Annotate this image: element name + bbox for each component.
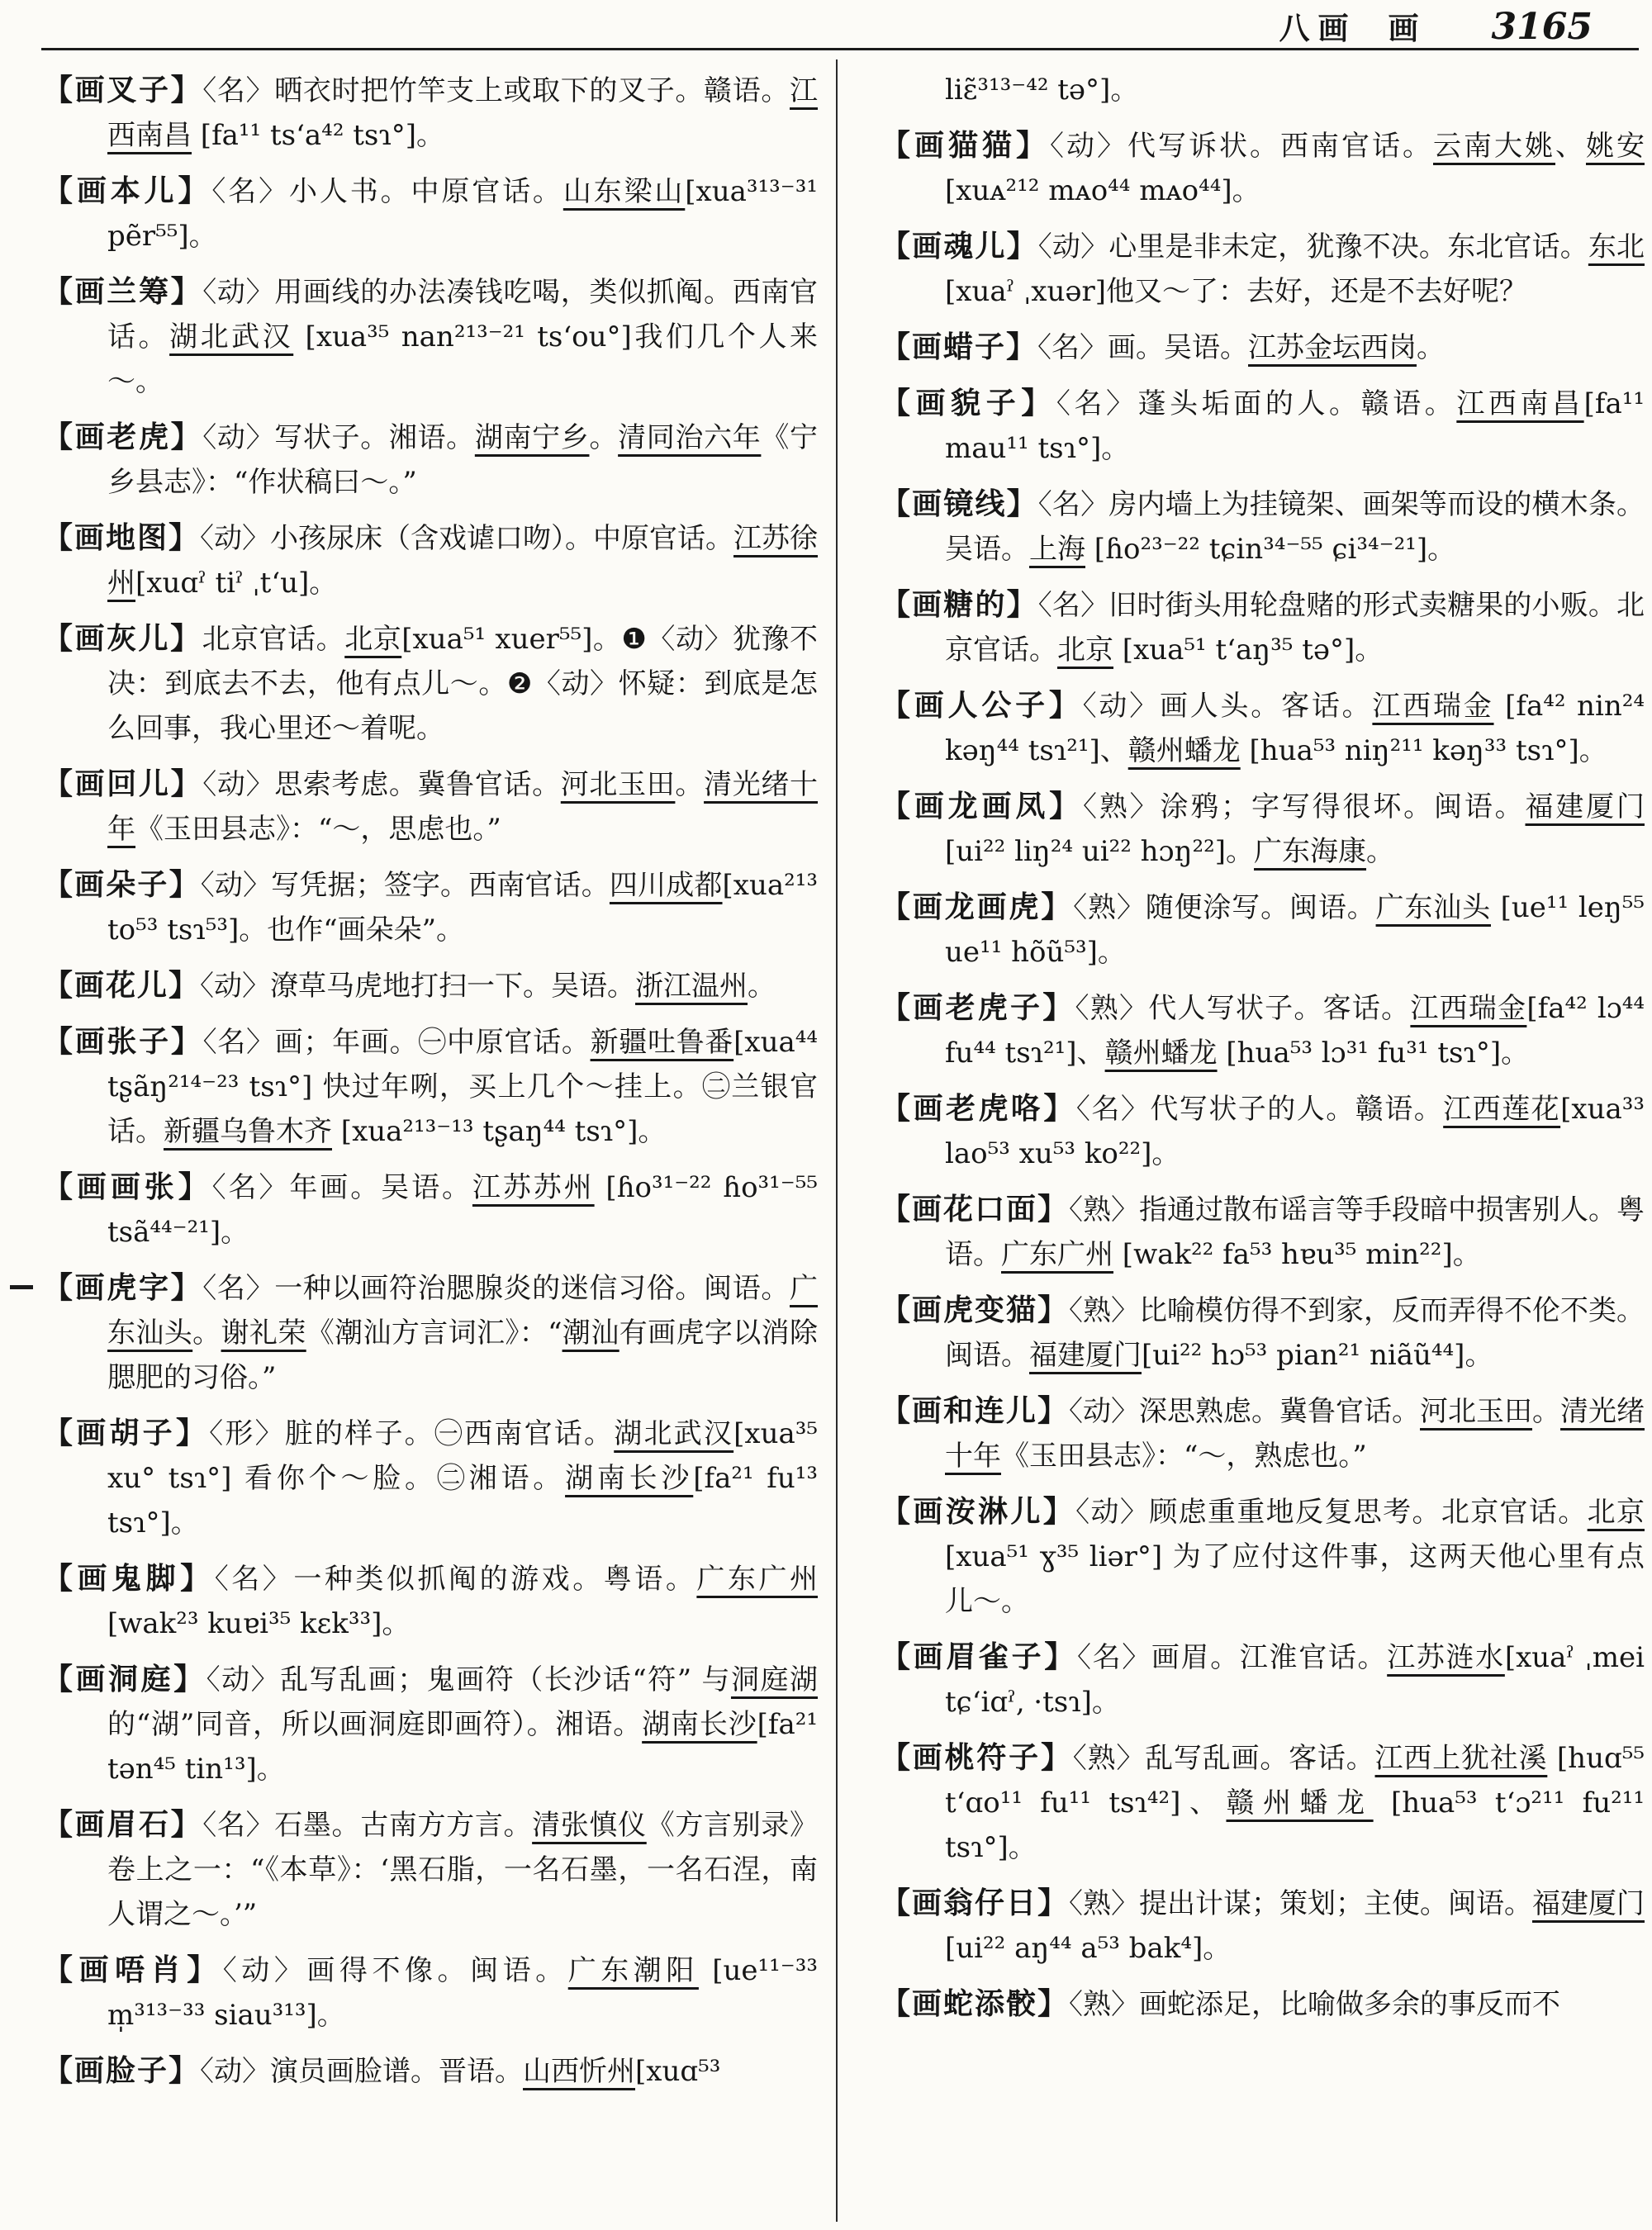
entry-body: [107, 1809, 818, 1931]
text-segment: [xuɑ⁵³: [635, 2055, 721, 2088]
proper-name: 江苏徐州: [107, 522, 819, 600]
text-segment: 〈名〉画眉。江淮官话。: [1076, 1641, 1388, 1674]
text-segment: [wak²² fa⁵³ hɐu³⁵ min²²]。: [1113, 1238, 1481, 1271]
text-segment: [xua⁵¹ ɣ³⁵ liər°] 为了应付这件事，这两天他心里有点儿～。: [945, 1540, 1645, 1618]
text-segment: [xua⁵¹ xuer⁵⁵]。❶〈动〉犹豫不决：到底去不去，他有点儿～。❷〈动〉怀疑：到底是怎么回事，我心里还～着呢。: [107, 623, 819, 745]
entry-headword: 【画唔肖】: [43, 1952, 223, 1987]
dictionary-entry: [881, 325, 1645, 370]
dictionary-entry: [43, 1265, 818, 1400]
dictionary-entry: [881, 683, 1645, 773]
text-segment: [ui²² aŋ⁴⁴ a⁵³ bak⁴]。: [945, 1932, 1232, 1965]
text-segment: [xuᴀ²¹² mᴀᴏ⁴⁴ mᴀᴏ⁴⁴]。: [945, 174, 1260, 207]
text-segment: [fa¹¹ ts‘a⁴² tsɿ°]。: [192, 119, 445, 152]
page-header: [1279, 3, 1593, 48]
text-segment: 〈动〉深思熟虑。冀鲁官话。: [1069, 1395, 1421, 1428]
dictionary-entry: [43, 168, 818, 259]
entry-headword: 【画本儿】: [43, 173, 212, 208]
text-segment: [fa²¹ tən⁴⁵ tin¹³]。: [107, 1708, 819, 1786]
text-segment: 。: [589, 421, 619, 454]
text-segment: [fa⁴² lɔ⁴⁴ fu⁴⁴ tsɿ²¹]、: [945, 992, 1645, 1070]
text-segment: 〈动〉心里是非未定，犹豫不决。东北官话。: [1037, 230, 1588, 263]
text-segment: [xua⁵¹ t‘aŋ³⁵ tə°]。: [1113, 633, 1384, 667]
entry-headword: 【画镜线】: [881, 486, 1038, 521]
dictionary-entry: [43, 2048, 818, 2094]
proper-name: 清光绪十年: [945, 1395, 1645, 1473]
entry-headword: 【画貌子】: [881, 386, 1056, 420]
entry-headword: 【画眉石】: [43, 1807, 203, 1842]
proper-name: 北京: [1587, 1496, 1645, 1529]
entry-headword: 【画地图】: [43, 520, 201, 555]
proper-name: 湖南宁乡: [474, 421, 590, 454]
entry-body: [107, 1171, 818, 1249]
entry-body: [107, 623, 818, 745]
dictionary-entry: [881, 1735, 1645, 1870]
entry-body: [107, 1663, 818, 1786]
entry-headword: 【画蛇添骹】: [881, 1986, 1070, 2021]
text-segment: 〈熟〉提出计谋；策划；主使。闽语。: [1069, 1887, 1533, 1920]
header-headword-char: 画: [1388, 10, 1419, 46]
text-segment: 。: [1366, 835, 1395, 868]
entry-headword: 【画鬼脚】: [43, 1561, 215, 1596]
dictionary-entry: [881, 1288, 1645, 1378]
dictionary-entry: [881, 381, 1645, 471]
column-right: [881, 68, 1645, 2038]
dictionary-entry: [881, 123, 1645, 213]
text-segment: [ue¹¹ leŋ⁵⁵ ue¹¹ hõũ⁵³]。: [945, 891, 1645, 969]
entry-body: [107, 768, 818, 846]
text-segment: [xua²¹³⁻¹³ tʂaŋ⁴⁴ tsɿ°]。: [332, 1115, 667, 1148]
proper-name: 上海: [1029, 533, 1085, 566]
text-segment: 〈名〉画；年画。㊀中原官话。: [202, 1026, 591, 1059]
proper-name: 湖北武汉: [169, 320, 294, 353]
entry-headword: 【画人公子】: [881, 688, 1083, 723]
text-segment: [hua⁵³ lɔ³¹ fu³¹ tsɿ°]。: [1217, 1037, 1530, 1070]
entry-headword: 【画和连儿】: [881, 1393, 1070, 1428]
entry-body: [1037, 331, 1445, 364]
text-segment: 。: [1417, 331, 1446, 364]
dictionary-entry: [881, 1635, 1645, 1725]
text-segment: 〈名〉画。吴语。: [1037, 331, 1249, 364]
entry-body: [107, 522, 818, 600]
entry-headword: 【画眉雀子】: [881, 1639, 1077, 1674]
entry-headword: 【画张子】: [43, 1024, 203, 1059]
text-segment: 《宁乡县志》：“作状稿曰～。”: [107, 421, 819, 499]
proper-name: 姚安: [1586, 130, 1645, 163]
dictionary-entry: [43, 1019, 818, 1154]
entry-continuation: [881, 68, 1645, 112]
proper-name: 福建厦门: [1525, 790, 1645, 823]
proper-name: 江西瑞金: [1372, 690, 1494, 723]
text-segment: 〈熟〉涂鸦；字写得很坏。闽语。: [1083, 790, 1526, 823]
text-segment: 有画虎字以消除腮肥的习俗。”: [107, 1317, 819, 1394]
proper-name: 北京: [344, 623, 402, 656]
proper-name: 新疆乌鲁木齐: [164, 1115, 332, 1148]
entry-body: [200, 970, 776, 1003]
text-segment: 〈动〉顾虑重重地反复思考。北京官话。: [1075, 1496, 1588, 1529]
proper-name: 广东汕头: [1375, 891, 1491, 924]
proper-name: 新疆吐鲁番: [590, 1026, 734, 1059]
entry-headword: 【画虎变猫】: [881, 1293, 1070, 1327]
entry-body: [107, 175, 818, 253]
dictionary-entry: [881, 1489, 1645, 1624]
proper-name: 东北: [1588, 230, 1645, 263]
text-segment: 〈名〉房内墙上为挂镜架、画架等而设的横木条。吴语。: [945, 488, 1645, 566]
text-segment: [ui²² liŋ²⁴ ui²² hɔŋ²²]。: [945, 835, 1255, 868]
dictionary-entry: [43, 1802, 818, 1937]
text-segment: 〈形〉脏的样子。㊀西南官话。: [209, 1417, 615, 1450]
entry-headword: 【画兰筹】: [43, 274, 203, 309]
entry-body: [945, 230, 1645, 308]
proper-name: 广东广州: [696, 1563, 818, 1596]
entry-headword: 【画猫猫】: [881, 128, 1050, 163]
entry-headword: 【画糖的】: [881, 587, 1038, 622]
text-segment: 《玉田县志》：“～，熟虑也。”: [1001, 1440, 1367, 1473]
proper-name: 广东汕头: [107, 1272, 818, 1350]
proper-name: 福建厦门: [1532, 1887, 1645, 1920]
dictionary-entry: [43, 616, 818, 751]
entry-body: [107, 276, 818, 398]
proper-name: 福建厦门: [1029, 1339, 1142, 1372]
text-segment: 。: [748, 970, 776, 1003]
entry-headword: 【画老虎】: [43, 420, 203, 454]
text-segment: 〈名〉年画。吴语。: [211, 1171, 472, 1204]
text-segment: 《玉田县志》：“～，思虑也。”: [135, 813, 501, 846]
dictionary-entry: [881, 985, 1645, 1075]
proper-name: 广东海康: [1254, 835, 1367, 868]
entry-body: [107, 869, 818, 947]
text-segment: [ɦo³¹⁻²² ɦo³¹⁻⁵⁵ tsã⁴⁴⁻²¹]。: [107, 1171, 818, 1249]
dictionary-entry: [43, 415, 818, 505]
dictionary-entry: [43, 1411, 818, 1545]
text-segment: [xuaˀ ˌxuər]他又～了：去好，还是不去好呢？: [945, 275, 1528, 308]
proper-name: 江西上犹社溪: [1374, 1742, 1548, 1775]
entry-headword: 【画花儿】: [43, 968, 201, 1003]
dictionary-entry: [881, 784, 1645, 874]
text-segment: 〈动〉画人头。客话。: [1082, 690, 1373, 723]
proper-name: 四川成都: [609, 869, 723, 902]
entry-body: [107, 1026, 818, 1148]
proper-name: 河北玉田: [1420, 1395, 1533, 1428]
text-segment: liɛ̃³¹³⁻⁴² tə°]。: [945, 74, 1139, 107]
entry-headword: 【画回儿】: [43, 766, 203, 801]
text-segment: 〈熟〉随便涂写。闽语。: [1073, 891, 1376, 924]
text-segment: [hua⁵³ niŋ²¹¹ kəŋ³³ tsɿ°]。: [1240, 734, 1607, 767]
proper-name: 江西南昌: [1456, 387, 1584, 420]
header-stroke-section: 八画: [1279, 10, 1357, 46]
text-segment: [ui²² hɔ⁵³ pian²¹ niãũ⁴⁴]。: [1142, 1339, 1493, 1372]
text-segment: 〈动〉潦草马虎地打扫一下。吴语。: [200, 970, 636, 1003]
entry-body: [107, 421, 818, 499]
entry-body: [1069, 1988, 1560, 2021]
text-segment: 〈名〉旧时街头用轮盘赌的形式卖糖果的小贩。北京官话。: [945, 589, 1645, 667]
proper-name: 赣州蟠龙: [1226, 1786, 1374, 1820]
dictionary-entry: [43, 862, 818, 952]
proper-name: 山东梁山: [563, 175, 686, 208]
text-segment: 《潮汕方言词汇》：“: [306, 1317, 563, 1350]
proper-name: 广东潮阳: [567, 1954, 699, 1987]
entry-headword: 【画叉子】: [43, 73, 203, 107]
entry-headword: 【画胡子】: [43, 1416, 210, 1450]
proper-name: 江西瑞金: [1410, 992, 1527, 1025]
column-left: [43, 68, 818, 2104]
text-segment: 〈熟〉比喻模仿得不到家，反而弄得不伦不类。闽语。: [945, 1294, 1645, 1372]
text-segment: [xua³⁵ nan²¹³⁻²¹ ts‘ou°]我们几个人来～。: [107, 320, 819, 398]
entry-headword: 【画老虎咯】: [881, 1091, 1076, 1126]
entry-headword: 【画蜡子】: [881, 330, 1038, 364]
proper-name: 赣州蟠龙: [1104, 1037, 1218, 1070]
header-rule: [41, 48, 1639, 50]
proper-name: 清同治六年: [618, 421, 762, 454]
proper-name: 广东广州: [1001, 1238, 1113, 1271]
text-segment: 〈名〉一种以画符治腮腺炎的迷信习俗。闽语。: [202, 1272, 790, 1305]
entry-headword: 【画虎字】: [43, 1270, 203, 1305]
text-segment: 〈名〉一种类似抓阄的游戏。粤语。: [214, 1563, 697, 1596]
dictionary-entry: [881, 582, 1645, 672]
entry-headword: 【画灰儿】: [43, 621, 202, 656]
text-segment: 〈名〉晒衣时把竹竿支上或取下的叉子。赣语。: [202, 74, 790, 107]
proper-name: 北京: [1057, 633, 1113, 667]
proper-name: 洞庭湖: [730, 1663, 818, 1696]
text-segment: 〈熟〉代人写状子。客话。: [1075, 992, 1411, 1025]
text-segment: [ɦo²³⁻²² tɕin³⁴⁻⁵⁵ ɕi³⁴⁻²¹]。: [1085, 533, 1456, 566]
dictionary-entry: [43, 1657, 818, 1791]
text-segment: [fa²¹ fu¹³ tsɿ°]。: [107, 1462, 818, 1540]
proper-name: 湖南长沙: [565, 1462, 694, 1495]
proper-name: 江西南昌: [107, 74, 818, 152]
text-segment: 〈动〉小孩尿床（含戏谑口吻）。中原官话。: [200, 522, 734, 555]
margin-mark: [10, 1285, 33, 1289]
text-segment: [xuaˀ ˌmei tɕ‘iɑˀ‚ ·tsɿ]。: [945, 1641, 1645, 1719]
entry-headword: 【画脸子】: [43, 2053, 201, 2088]
dictionary-entry: [881, 1388, 1645, 1478]
text-segment: 北京官话。: [202, 623, 345, 656]
entry-headword: 【画画张】: [43, 1170, 212, 1204]
text-segment: [ue¹¹⁻³³ m̩³¹³⁻³³ siau³¹³]。: [107, 1954, 819, 2032]
text-segment: 〈动〉思索考虑。冀鲁官话。: [202, 768, 561, 801]
entry-body: [945, 130, 1645, 207]
proper-name: 江苏苏州: [472, 1171, 595, 1204]
entry-headword: 【画花口面】: [881, 1192, 1070, 1226]
text-segment: 〈动〉写状子。湘语。: [202, 421, 475, 454]
dictionary-entry: [43, 269, 818, 404]
text-segment: [xua²¹³ to⁵³ tsɿ⁵³]。也作“画朵朵”。: [107, 869, 819, 947]
text-segment: 《方言别录》卷上之一：“《本草》：‘黑石脂，一名石墨，一名石涅，南人谓之～。’”: [107, 1809, 819, 1931]
text-segment: 的“湖”同音，所以画洞庭即画符）。湘语。: [107, 1708, 643, 1741]
proper-name: 清张慎仪: [532, 1809, 647, 1842]
entry-headword: 【画洞庭】: [43, 1662, 206, 1696]
dictionary-entry: [43, 963, 818, 1008]
entry-headword: 【画老虎子】: [881, 990, 1075, 1025]
text-segment: 〈动〉用画线的办法凑钱吃喝，类似抓阄。西南官话。: [107, 276, 818, 353]
entry-headword: 【画龙画虎】: [881, 890, 1074, 924]
entry-headword: 【画翁仔日】: [881, 1886, 1070, 1920]
dictionary-entry: [43, 1165, 818, 1255]
text-segment: [hua⁵³ t‘ɔ²¹¹ fu²¹¹ tsɿ°]。: [945, 1786, 1645, 1864]
entry-body: [107, 74, 818, 152]
entry-headword: 【画朵子】: [43, 867, 201, 902]
entry-headword: 【画洝淋儿】: [881, 1494, 1076, 1529]
text-segment: [fa¹¹ mau¹¹ tsɿ°]。: [945, 387, 1645, 465]
text-segment: 〈名〉代写状子的人。赣语。: [1075, 1093, 1444, 1126]
text-segment: 、: [1555, 130, 1586, 163]
dictionary-entry: [881, 1981, 1645, 2027]
text-segment: 〈熟〉指通过散布谣言等手段暗中损害别人。粤语。: [945, 1193, 1645, 1271]
proper-name: 河北玉田: [560, 768, 676, 801]
dictionary-entry: [43, 68, 818, 158]
entry-body: [107, 1563, 818, 1640]
dictionary-entry: [881, 885, 1645, 975]
proper-name: 谢礼荣: [221, 1317, 306, 1350]
dictionary-entry: [881, 1187, 1645, 1277]
text-segment: 。: [675, 768, 705, 801]
proper-name: 江苏涟水: [1387, 1641, 1505, 1674]
page-number: 3165: [1491, 6, 1593, 48]
dictionary-entry: [43, 515, 818, 605]
text-segment: 〈名〉石墨。古南方方言。: [202, 1809, 533, 1842]
entry-body: [945, 74, 1138, 107]
dictionary-entry: [43, 1556, 818, 1646]
dictionary-entry: [881, 1086, 1645, 1176]
text-segment: 〈名〉小人书。中原官话。: [211, 175, 563, 208]
dictionary-entry: [43, 1948, 818, 2038]
entry-headword: 【画桃符子】: [881, 1740, 1073, 1775]
text-segment: [fa⁴² nin²⁴ kəŋ⁴⁴ tsɿ²¹]、: [945, 690, 1645, 767]
entry-body: [107, 1272, 818, 1394]
dictionary-entry: [881, 482, 1645, 572]
proper-name: 潮汕: [562, 1317, 620, 1350]
text-segment: [xua⁴⁴ tʂãŋ²¹⁴⁻²³ tsɿ°] 快过年咧，买上几个～挂上。㊁兰银官话。: [107, 1026, 819, 1148]
dictionary-entry: [881, 224, 1645, 314]
text-segment: 〈熟〉乱写乱画。客话。: [1072, 1742, 1375, 1775]
entry-body: [107, 1417, 818, 1540]
text-segment: 〈动〉乱写乱画；鬼画符（长沙话“符” 与: [206, 1663, 731, 1696]
text-segment: [xua³⁵ xu° tsɿ°] 看你个～脸。㊁湘语。: [107, 1417, 818, 1495]
proper-name: 清光绪十年: [107, 768, 819, 846]
text-segment: 〈动〉画得不像。闽语。: [222, 1954, 568, 1987]
proper-name: 浙江温州: [635, 970, 748, 1003]
text-segment: 。: [192, 1317, 221, 1350]
proper-name: 山西忻州: [523, 2055, 636, 2088]
text-segment: [xua³¹³⁻³¹ pẽr⁵⁵]。: [107, 175, 818, 253]
text-segment: [huɑ⁵⁵ t‘ɑo¹¹ fu¹¹ tsɿ⁴²]、: [945, 1742, 1645, 1820]
dictionary-entry: [43, 762, 818, 852]
proper-name: 湖南长沙: [642, 1708, 757, 1741]
proper-name: 云南大姚: [1433, 130, 1555, 163]
entry-headword: 【画龙画凤】: [881, 789, 1083, 823]
entry-body: [945, 589, 1645, 667]
proper-name: 江苏金坛西岗: [1248, 331, 1417, 364]
text-segment: [xuɑˀ tiˀ ˌt‘u]。: [135, 567, 338, 600]
text-segment: 〈熟〉画蛇添足，比喻做多余的事反而不: [1069, 1988, 1561, 2021]
text-segment: [wak²³ kuɐi³⁵ kɛk³³]。: [107, 1607, 411, 1640]
entry-body: [200, 2055, 720, 2088]
text-segment: 。: [1532, 1395, 1561, 1428]
dictionary-entry: [881, 1881, 1645, 1971]
entry-headword: 【画魂儿】: [881, 229, 1038, 263]
column-divider: [836, 59, 838, 2222]
text-segment: 〈动〉演员画脸谱。晋语。: [200, 2055, 524, 2088]
text-segment: 〈动〉代写诉状。西南官话。: [1050, 130, 1433, 163]
text-segment: 〈动〉写凭据；签字。西南官话。: [200, 869, 610, 902]
proper-name: 江西莲花: [1443, 1093, 1561, 1126]
proper-name: 湖北武汉: [614, 1417, 734, 1450]
proper-name: 赣州蟠龙: [1127, 734, 1241, 767]
entry-body: [945, 488, 1645, 566]
text-segment: 〈名〉蓬头垢面的人。赣语。: [1056, 387, 1457, 420]
text-segment: [xua³³ lao⁵³ xu⁵³ ko²²]。: [945, 1093, 1645, 1170]
